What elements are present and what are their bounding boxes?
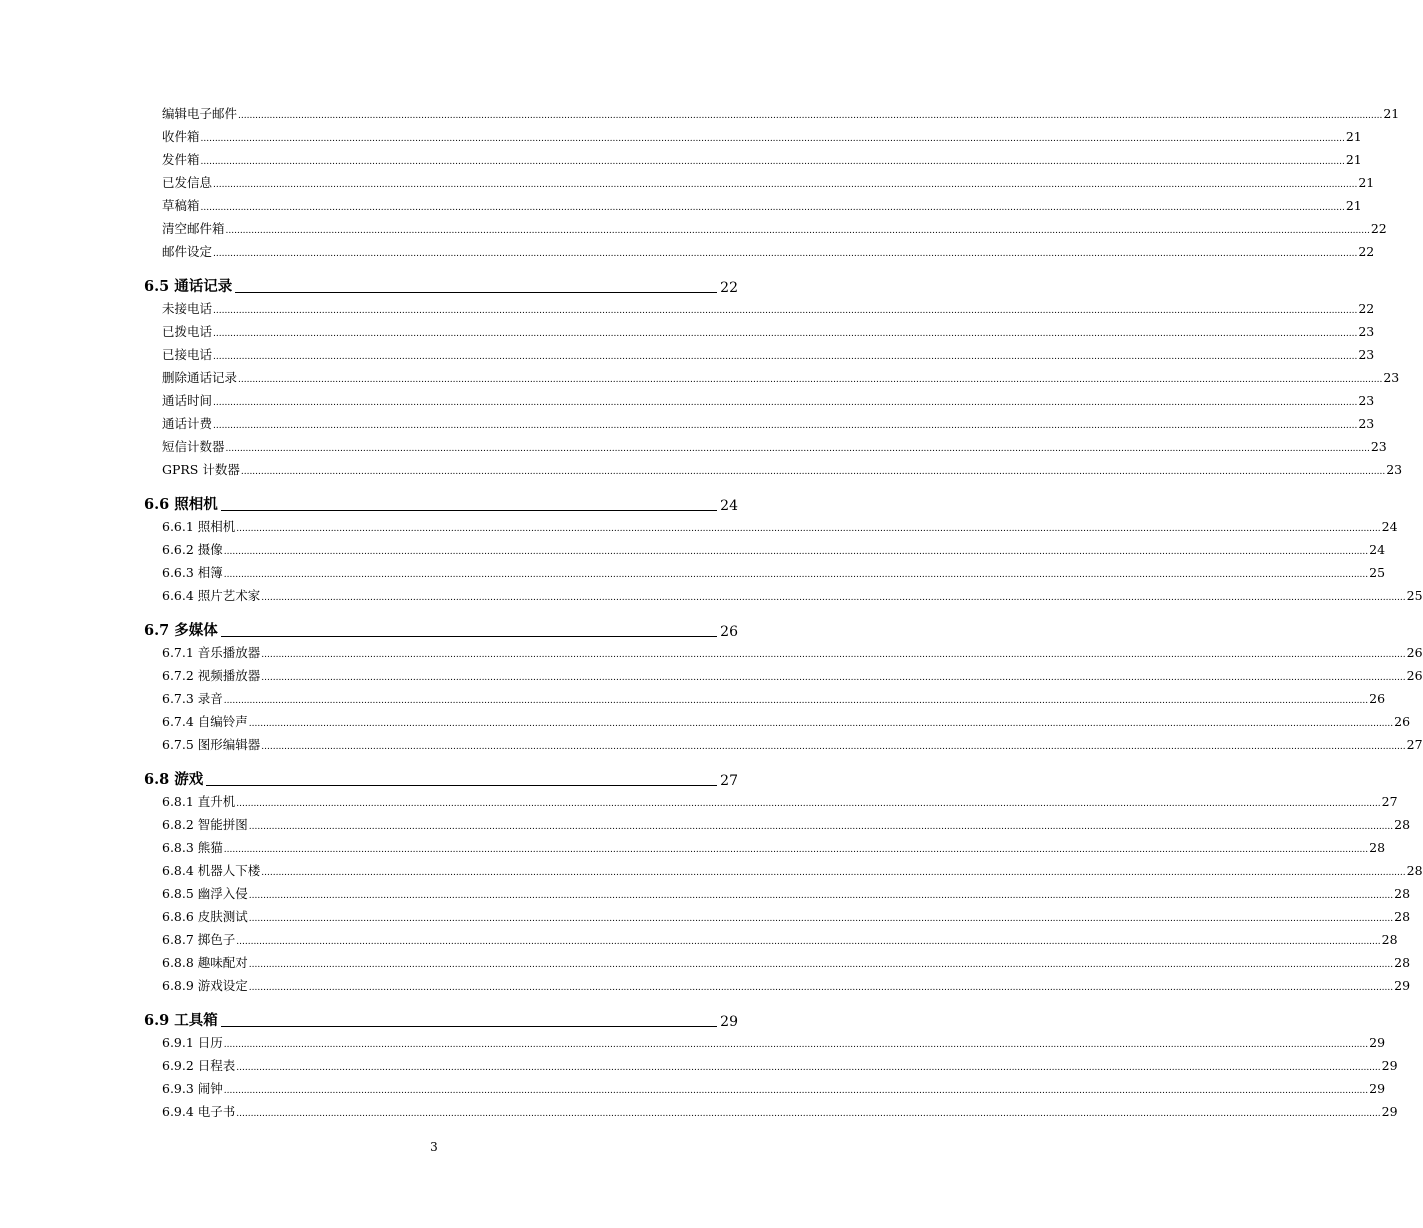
toc-page-number: 26	[1394, 714, 1411, 729]
toc-entry[interactable]	[144, 219, 1387, 242]
toc-leader: ................................................................................................................................................................................................................................................................................................................................................................................................................	[225, 444, 1370, 454]
toc-page-number: 29	[1369, 1081, 1386, 1096]
toc-title: 清空邮件箱	[162, 221, 225, 236]
toc-title: 6.8.7 掷色子	[162, 932, 236, 947]
toc-leader: ................................................................................................................................................................................................................................................................................................................................................................................................................	[236, 937, 1381, 947]
toc-title: 通话计费	[162, 416, 213, 431]
toc-entry[interactable]	[144, 368, 1400, 391]
toc-section-heading[interactable]	[144, 1009, 738, 1033]
toc-page-number: 23	[1358, 393, 1375, 408]
toc-page-number: 22	[1370, 221, 1387, 236]
toc-leader: ................................................................................................................................................................................................................................................................................................................................................................................................................	[223, 845, 1369, 855]
toc-title: 通话时间	[162, 393, 213, 408]
toc-title: 6.8.3 熊猫	[162, 840, 223, 855]
toc-entry[interactable]	[144, 643, 1423, 666]
toc-section-heading[interactable]	[144, 275, 738, 299]
toc-page-number: 29	[720, 1014, 738, 1030]
toc-page-number: 28	[1394, 886, 1411, 901]
toc-page-number: 21	[1358, 175, 1375, 190]
toc-title: 6.8.6 皮肤测试	[162, 909, 248, 924]
toc-entry[interactable]	[144, 391, 1375, 414]
toc-leader: ................................................................................................................................................................................................................................................................................................................................................................................................................	[223, 696, 1369, 706]
toc-title: 6.6.4 照片艺术家	[162, 588, 261, 603]
toc-entry[interactable]	[144, 953, 1411, 976]
toc-title: 短信计数器	[162, 439, 225, 454]
toc-page-number: 21	[1345, 129, 1362, 144]
toc-title: 6.6.3 相簿	[162, 565, 223, 580]
toc-title: 6.8.2 智能拼图	[162, 817, 248, 832]
toc-page-number: 23	[1386, 462, 1403, 477]
toc-title: 6.7.2 视频播放器	[162, 668, 261, 683]
toc-entry[interactable]	[144, 861, 1423, 884]
toc-title: 6.9.3 闹钟	[162, 1081, 223, 1096]
toc-title: 6.9.1 日历	[162, 1035, 223, 1050]
toc-page-number: 29	[1369, 1035, 1386, 1050]
toc-title: 6.6.2 摄像	[162, 542, 223, 557]
toc-title: 发件箱	[162, 152, 200, 167]
toc-entry[interactable]	[144, 1033, 1386, 1056]
toc-title: 已接电话	[162, 347, 213, 362]
toc-page-number: 28	[1381, 932, 1398, 947]
toc-entry[interactable]	[144, 196, 1362, 219]
toc-title: GPRS 计数器	[162, 462, 240, 477]
toc-title: 编辑电子邮件	[162, 106, 238, 121]
toc-title: 已发信息	[162, 175, 213, 190]
toc-leader: ................................................................................................................................................................................................................................................................................................................................................................................................................	[213, 421, 1358, 431]
toc-entry[interactable]	[144, 586, 1423, 609]
toc-page-number: 25	[1406, 588, 1423, 603]
toc-page-number: 29	[1381, 1104, 1398, 1119]
toc-leader	[221, 1025, 717, 1027]
toc-page-number: 26	[1406, 645, 1423, 660]
toc-section-heading[interactable]	[144, 619, 738, 643]
toc-leader: ................................................................................................................................................................................................................................................................................................................................................................................................................	[213, 180, 1358, 190]
toc-page-number: 28	[1406, 863, 1423, 878]
toc-leader: ................................................................................................................................................................................................................................................................................................................................................................................................................	[223, 547, 1369, 557]
toc-entry[interactable]	[144, 540, 1386, 563]
toc-entry[interactable]	[144, 345, 1375, 368]
toc-leader: ................................................................................................................................................................................................................................................................................................................................................................................................................	[223, 1040, 1369, 1050]
toc-page-number: 23	[1370, 439, 1387, 454]
toc-page-number: 23	[1358, 416, 1375, 431]
toc-title: 草稿箱	[162, 198, 200, 213]
toc-entry[interactable]	[144, 907, 1411, 930]
toc-leader: ................................................................................................................................................................................................................................................................................................................................................................................................................	[261, 650, 1406, 660]
toc-leader: ................................................................................................................................................................................................................................................................................................................................................................................................................	[261, 742, 1406, 752]
page-number: 3	[430, 1140, 438, 1154]
toc-leader: ................................................................................................................................................................................................................................................................................................................................................................................................................	[236, 1109, 1381, 1119]
toc-leader: ................................................................................................................................................................................................................................................................................................................................................................................................................	[248, 719, 1394, 729]
toc-leader: ................................................................................................................................................................................................................................................................................................................................................................................................................	[213, 306, 1358, 316]
toc-page-number: 26	[1406, 668, 1423, 683]
toc-entry[interactable]	[144, 666, 1423, 689]
toc-title: 6.9 工具箱	[144, 1012, 218, 1029]
toc-page-number: 21	[1383, 106, 1400, 121]
toc-title: 6.7.1 音乐播放器	[162, 645, 261, 660]
toc-entry[interactable]	[144, 792, 1398, 815]
toc-page-number: 23	[1358, 324, 1375, 339]
toc-leader	[206, 784, 717, 786]
toc-leader: ................................................................................................................................................................................................................................................................................................................................................................................................................	[238, 111, 1383, 121]
toc-leader	[235, 291, 717, 293]
toc-page-number: 25	[1369, 565, 1386, 580]
toc-entry[interactable]	[144, 884, 1411, 907]
toc-entry[interactable]	[144, 299, 1375, 322]
toc-title: 6.9.2 日程表	[162, 1058, 236, 1073]
toc-page-number: 24	[1369, 542, 1386, 557]
toc-title: 6.7.4 自编铃声	[162, 714, 248, 729]
toc-page-number: 24	[1381, 519, 1398, 534]
toc-page-number: 29	[1394, 978, 1411, 993]
toc-entry[interactable]	[144, 838, 1386, 861]
table-of-contents	[144, 104, 1423, 1125]
toc-title: 6.6.1 照相机	[162, 519, 236, 534]
toc-title: 6.7 多媒体	[144, 622, 218, 639]
toc-title: 6.9.4 电子书	[162, 1104, 236, 1119]
toc-entry[interactable]	[144, 322, 1375, 345]
toc-page-number: 29	[1381, 1058, 1398, 1073]
toc-leader: ................................................................................................................................................................................................................................................................................................................................................................................................................	[261, 868, 1406, 878]
toc-leader: ................................................................................................................................................................................................................................................................................................................................................................................................................	[213, 329, 1358, 339]
toc-leader: ................................................................................................................................................................................................................................................................................................................................................................................................................	[213, 398, 1358, 408]
toc-page-number: 27	[1381, 794, 1398, 809]
toc-entry[interactable]	[144, 815, 1411, 838]
toc-entry[interactable]	[144, 127, 1362, 150]
toc-entry[interactable]	[144, 930, 1398, 953]
toc-leader: ................................................................................................................................................................................................................................................................................................................................................................................................................	[236, 524, 1381, 534]
toc-title: 6.5 通话记录	[144, 278, 233, 295]
toc-leader	[221, 509, 717, 511]
toc-title: 6.7.5 图形编辑器	[162, 737, 261, 752]
toc-entry[interactable]	[144, 1079, 1386, 1102]
toc-leader: ................................................................................................................................................................................................................................................................................................................................................................................................................	[213, 249, 1358, 259]
toc-leader: ................................................................................................................................................................................................................................................................................................................................................................................................................	[248, 960, 1394, 970]
toc-leader: ................................................................................................................................................................................................................................................................................................................................................................................................................	[200, 134, 1345, 144]
toc-title: 6.8.8 趣味配对	[162, 955, 248, 970]
toc-page-number: 22	[720, 280, 738, 296]
toc-title: 6.8.5 幽浮入侵	[162, 886, 248, 901]
toc-entry[interactable]	[144, 563, 1386, 586]
toc-title: 删除通话记录	[162, 370, 238, 385]
toc-title: 6.8 游戏	[144, 771, 204, 788]
toc-page-number: 28	[1369, 840, 1386, 855]
toc-entry[interactable]	[144, 437, 1387, 460]
toc-leader: ................................................................................................................................................................................................................................................................................................................................................................................................................	[261, 673, 1406, 683]
toc-entry[interactable]	[144, 173, 1375, 196]
toc-entry[interactable]	[144, 689, 1386, 712]
toc-entry[interactable]	[144, 517, 1398, 540]
toc-leader: ................................................................................................................................................................................................................................................................................................................................................................................................................	[240, 467, 1386, 477]
toc-leader: ................................................................................................................................................................................................................................................................................................................................................................................................................	[200, 157, 1345, 167]
toc-entry[interactable]	[144, 104, 1400, 127]
toc-title: 6.7.3 录音	[162, 691, 223, 706]
toc-leader: ................................................................................................................................................................................................................................................................................................................................................................................................................	[248, 891, 1394, 901]
toc-title: 6.8.1 直升机	[162, 794, 236, 809]
toc-leader: ................................................................................................................................................................................................................................................................................................................................................................................................................	[213, 352, 1358, 362]
toc-entry[interactable]	[144, 1056, 1398, 1079]
toc-page-number: 23	[1358, 347, 1375, 362]
toc-title: 已拨电话	[162, 324, 213, 339]
toc-title: 6.8.4 机器人下楼	[162, 863, 261, 878]
toc-leader: ................................................................................................................................................................................................................................................................................................................................................................................................................	[223, 1086, 1369, 1096]
toc-entry[interactable]	[144, 712, 1411, 735]
toc-leader: ................................................................................................................................................................................................................................................................................................................................................................................................................	[236, 1063, 1381, 1073]
toc-entry[interactable]	[144, 460, 1403, 483]
toc-page-number: 28	[1394, 909, 1411, 924]
toc-page-number: 22	[1358, 244, 1375, 259]
toc-leader	[221, 635, 717, 637]
toc-leader: ................................................................................................................................................................................................................................................................................................................................................................................................................	[225, 226, 1370, 236]
toc-leader: ................................................................................................................................................................................................................................................................................................................................................................................................................	[248, 983, 1394, 993]
toc-page-number: 24	[720, 498, 738, 514]
toc-page-number: 21	[1345, 152, 1362, 167]
toc-title: 6.6 照相机	[144, 496, 218, 513]
toc-leader: ................................................................................................................................................................................................................................................................................................................................................................................................................	[248, 822, 1394, 832]
toc-page-number: 28	[1394, 817, 1411, 832]
toc-entry[interactable]	[144, 1102, 1398, 1125]
toc-entry[interactable]	[144, 242, 1375, 265]
toc-leader: ................................................................................................................................................................................................................................................................................................................................................................................................................	[236, 799, 1381, 809]
toc-page-number: 22	[1358, 301, 1375, 316]
toc-section-heading[interactable]	[144, 768, 738, 792]
toc-leader: ................................................................................................................................................................................................................................................................................................................................................................................................................	[261, 593, 1406, 603]
toc-entry[interactable]	[144, 414, 1375, 437]
toc-leader: ................................................................................................................................................................................................................................................................................................................................................................................................................	[200, 203, 1345, 213]
toc-entry[interactable]	[144, 976, 1411, 999]
toc-title: 6.8.9 游戏设定	[162, 978, 248, 993]
toc-section-heading[interactable]	[144, 493, 738, 517]
toc-leader: ................................................................................................................................................................................................................................................................................................................................................................................................................	[223, 570, 1369, 580]
toc-title: 邮件设定	[162, 244, 213, 259]
toc-title: 收件箱	[162, 129, 200, 144]
toc-page-number: 23	[1383, 370, 1400, 385]
toc-title: 未接电话	[162, 301, 213, 316]
toc-page-number: 26	[1369, 691, 1386, 706]
toc-page-number: 28	[1394, 955, 1411, 970]
toc-page-number: 21	[1345, 198, 1362, 213]
toc-page-number: 27	[720, 773, 738, 789]
toc-page-number: 26	[720, 624, 738, 640]
toc-leader: ................................................................................................................................................................................................................................................................................................................................................................................................................	[248, 914, 1394, 924]
toc-leader: ................................................................................................................................................................................................................................................................................................................................................................................................................	[238, 375, 1383, 385]
toc-entry[interactable]	[144, 735, 1423, 758]
toc-entry[interactable]	[144, 150, 1362, 173]
toc-page-number: 27	[1406, 737, 1423, 752]
